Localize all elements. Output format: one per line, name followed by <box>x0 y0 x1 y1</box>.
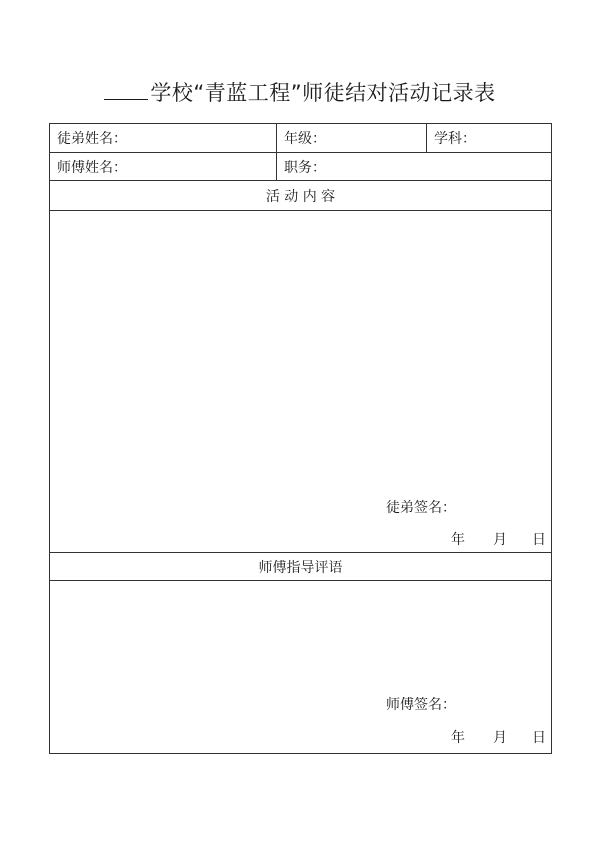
comment-date-year: 年 <box>451 730 465 746</box>
record-form-table <box>49 123 552 754</box>
position-cell[interactable] <box>277 153 551 180</box>
activity-date-day: 日 <box>532 532 546 548</box>
activity-date-month: 月 <box>493 532 507 548</box>
comment-date-day: 日 <box>532 730 546 746</box>
grade-cell[interactable] <box>277 124 426 152</box>
form-title <box>0 78 600 108</box>
mentor-comment-heading <box>50 553 551 581</box>
apprentice-name-label: 徒弟姓名： <box>57 131 127 147</box>
mentor-name-cell[interactable] <box>50 153 276 180</box>
apprentice-info-row <box>50 124 551 153</box>
grade-label: 年级： <box>284 131 326 147</box>
activity-content-heading-text: 活 动 内 容 <box>265 188 336 205</box>
activity-date-year: 年 <box>451 532 465 548</box>
apprentice-name-cell[interactable] <box>50 124 276 152</box>
mentor-signature-label: 师傅签名： <box>386 697 456 713</box>
mentor-comment-heading-text: 师傅指导评语 <box>258 559 343 576</box>
title-text: “青蓝工程”师徒结对活动记录表 <box>193 81 496 105</box>
activity-content-area[interactable] <box>50 211 551 553</box>
mentor-name-label: 师傅姓名： <box>57 159 127 176</box>
subject-label: 学科： <box>434 131 476 147</box>
title-school-suffix: 学校 <box>150 81 194 105</box>
comment-date-month: 月 <box>493 730 507 746</box>
apprentice-signature-label: 徒弟签名： <box>386 500 456 516</box>
subject-cell[interactable] <box>427 124 551 152</box>
activity-content-heading <box>50 181 551 211</box>
position-label: 职务： <box>284 159 326 176</box>
school-name-blank[interactable] <box>104 79 148 100</box>
mentor-info-row <box>50 153 551 181</box>
mentor-comment-area[interactable] <box>50 581 551 753</box>
